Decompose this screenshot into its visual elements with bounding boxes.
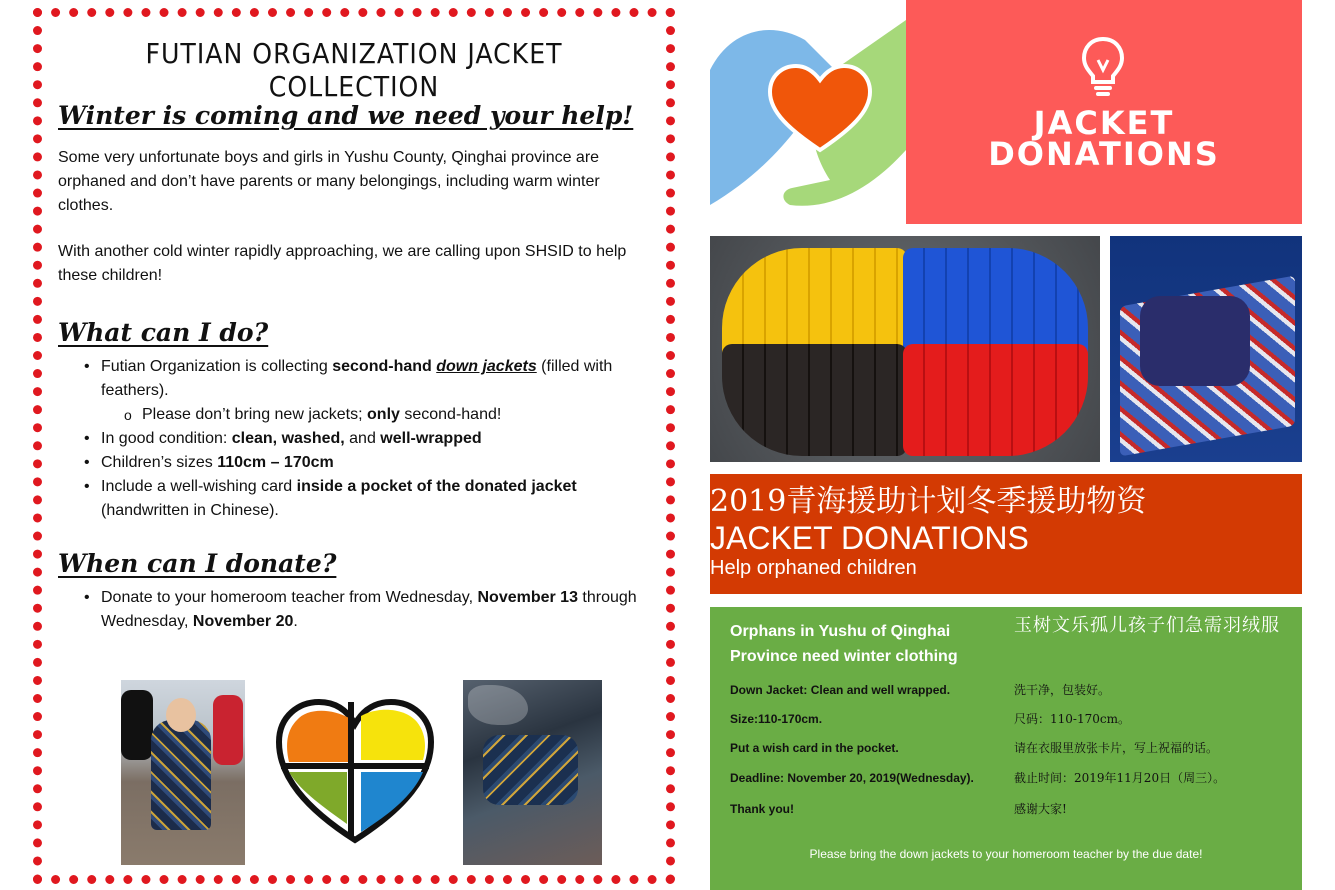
row-jacket-cn: 洗干净，包装好。 [1014, 683, 1111, 697]
row-deadline-cn: 截止时间：2019年11月20日（周三）。 [1014, 771, 1226, 785]
list-item: • Include a well-wishing card inside a pocket of the donated jacket (handwritten in Chinese). [84, 475, 650, 523]
row-size-cn: 尺码：110-170cm。 [1014, 712, 1130, 726]
list-item: • Children’s sizes 110cm – 170cm [84, 451, 650, 475]
heading-winter: Winter is coming and we need your help! [58, 101, 634, 130]
panel-heading-en: Orphans in Yushu of Qinghai Province need winter clothing [730, 623, 958, 665]
banner-subtitle: Help orphaned children [710, 557, 917, 579]
gift-box-photo [1110, 236, 1302, 462]
when-list [84, 586, 650, 634]
row-thanks-cn: 感谢大家! [1014, 802, 1067, 816]
lightbulb-icon [1080, 36, 1126, 98]
list-subitem: o Please don’t bring new jackets; only second-hand! [84, 403, 650, 427]
row-card-cn: 请在衣服里放张卡片，写上祝福的话。 [1014, 741, 1219, 755]
photo-row [42, 680, 666, 865]
row-deadline-en: Deadline: November 20, 2019(Wednesday). [730, 771, 974, 785]
list-item: • In good condition: clean, washed, and well-wrapped [84, 427, 650, 451]
children-photo [121, 680, 245, 865]
info-panel [710, 607, 1302, 890]
orange-banner [710, 474, 1302, 594]
row-thanks-en: Thank you! [730, 802, 795, 816]
hands-heart-logo [710, 0, 906, 224]
flyer [33, 8, 675, 884]
row-size-en: Size:110-170cm. [730, 712, 823, 726]
row-jacket-en: Down Jacket: Clean and well wrapped. [730, 683, 951, 697]
heading-when-donate: When can I donate? [58, 549, 337, 578]
jacket-bag-photo [463, 680, 602, 865]
call-paragraph: With another cold winter rapidly approaching, we are calling upon SHSID to help these children! [58, 243, 627, 284]
row-card-en: Put a wish card in the pocket. [730, 741, 899, 755]
intro-paragraph: Some very unfortunate boys and girls in Yushu County, Qinghai province are orphaned and don’t have parents or many belongings, including warm winter clothes. [58, 149, 600, 214]
list-item: • Donate to your homeroom teacher from Wednesday, November 13 through Wednesday, November 20. [84, 586, 650, 634]
heart-logo [275, 698, 435, 848]
jacket-donations-header [906, 0, 1302, 224]
flyer-title: FUTIAN ORGANIZATION JACKET COLLECTION [145, 37, 563, 103]
panel-heading-cn: 玉树文乐孤儿孩子们急需羽绒服 [1014, 615, 1280, 636]
what-list [84, 355, 650, 523]
jackets-photo [710, 236, 1100, 462]
red-title: JACKET DONATIONS [988, 104, 1220, 173]
panel-footer: Please bring the down jackets to your homeroom teacher by the due date! [809, 847, 1203, 861]
banner-english-title: JACKET DONATIONS [710, 520, 1029, 556]
banner-chinese-title: 2019青海援助计划冬季援助物资 [710, 484, 1147, 519]
list-item: • Futian Organization is collecting second-hand down jackets (filled with feathers). [84, 355, 650, 403]
heading-what-can-i-do: What can I do? [58, 318, 269, 347]
